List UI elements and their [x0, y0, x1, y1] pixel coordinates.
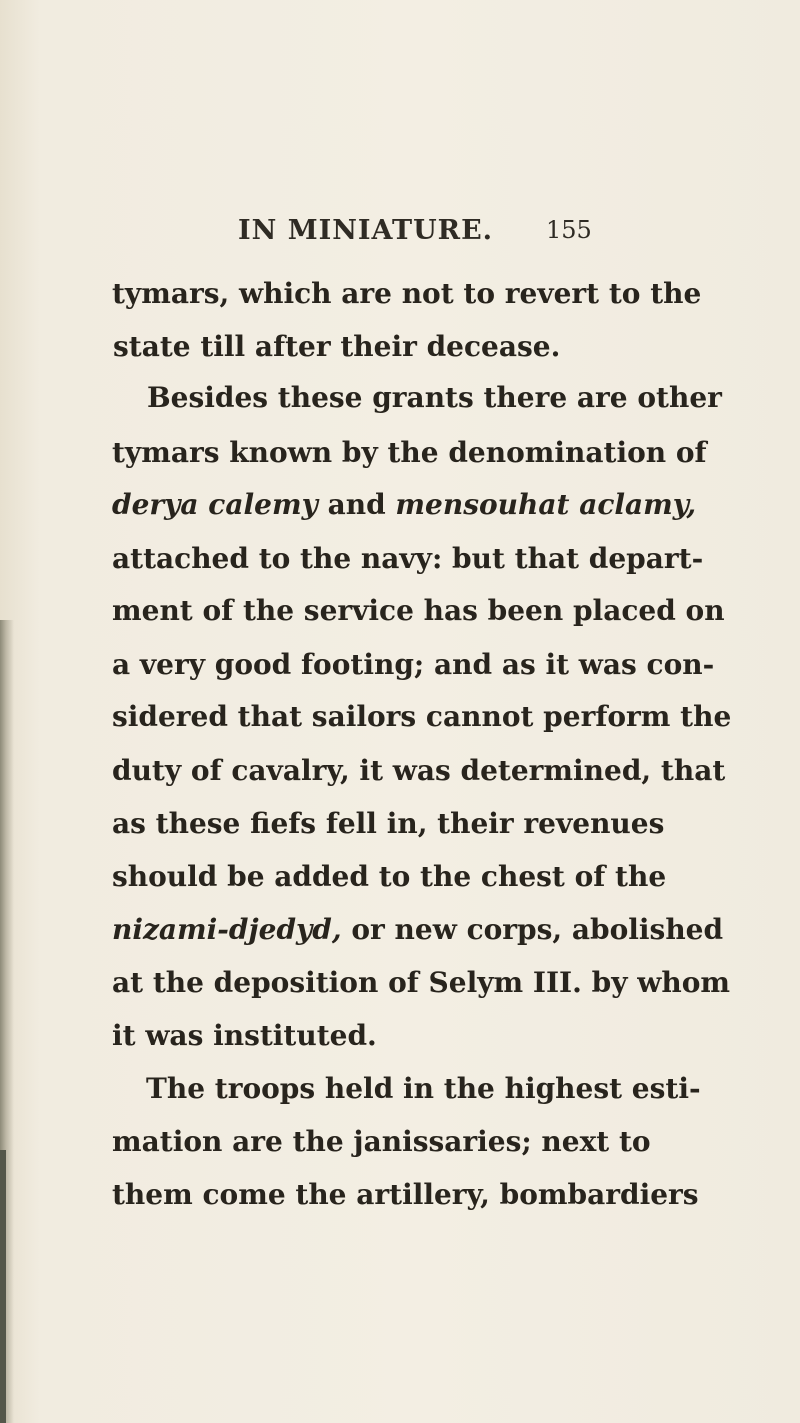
- text-line: [146, 1065, 701, 1113]
- text-line: [112, 693, 731, 741]
- text-line: [112, 906, 723, 954]
- text-line: [112, 481, 696, 529]
- text-line: [112, 641, 714, 689]
- text-line: [112, 535, 703, 583]
- text-run: duty of cavalry, it was determined, that: [112, 754, 726, 787]
- running-head-title: IN MINIATURE.: [238, 215, 494, 246]
- text-line: [113, 323, 560, 371]
- text-run: at the deposition of Selym III. by whom: [112, 966, 731, 999]
- text-run: tymars known by the denomination of: [112, 436, 707, 469]
- text-run: attached to the navy: but that depart-: [112, 542, 704, 575]
- italic-text-run: derya calemy: [112, 488, 318, 521]
- binding-edge: [0, 1150, 6, 1423]
- text-line: [147, 374, 722, 422]
- text-run: Besides these grants there are other: [147, 381, 722, 414]
- text-line: [112, 747, 725, 795]
- page-number: 155: [546, 216, 592, 244]
- text-run: The troops held in the highest esti-: [146, 1072, 701, 1105]
- text-line: [112, 587, 725, 635]
- text-line: [112, 800, 664, 848]
- italic-text-run: mensouhat aclamy,: [395, 488, 697, 521]
- text-run: state till after their decease.: [113, 330, 561, 363]
- text-line: [112, 1118, 651, 1166]
- text-run: mation are the janissaries; next to: [112, 1125, 651, 1158]
- italic-text-run: nizami-djedyd,: [112, 913, 342, 946]
- text-run: should be added to the chest of the: [112, 860, 667, 893]
- text-line: [112, 429, 707, 477]
- text-run: them come the artillery, bombardiers: [112, 1178, 699, 1211]
- text-run: sidered that sailors cannot perform the: [112, 700, 732, 733]
- text-line: [112, 1012, 377, 1060]
- running-head: [0, 215, 800, 255]
- text-run: ment of the service has been placed on: [112, 594, 725, 627]
- text-line: [112, 1171, 699, 1219]
- text-run: a very good footing; and as it was con-: [112, 648, 715, 681]
- text-line: [112, 959, 730, 1007]
- text-run: as these fiefs fell in, their revenues: [112, 807, 665, 840]
- text-line: [112, 270, 701, 318]
- text-run: it was instituted.: [112, 1019, 377, 1052]
- text-run: or new corps, abolished: [341, 913, 724, 946]
- text-run: tymars, which are not to revert to the: [112, 277, 702, 310]
- text-run: and: [317, 488, 396, 521]
- text-line: [112, 853, 666, 901]
